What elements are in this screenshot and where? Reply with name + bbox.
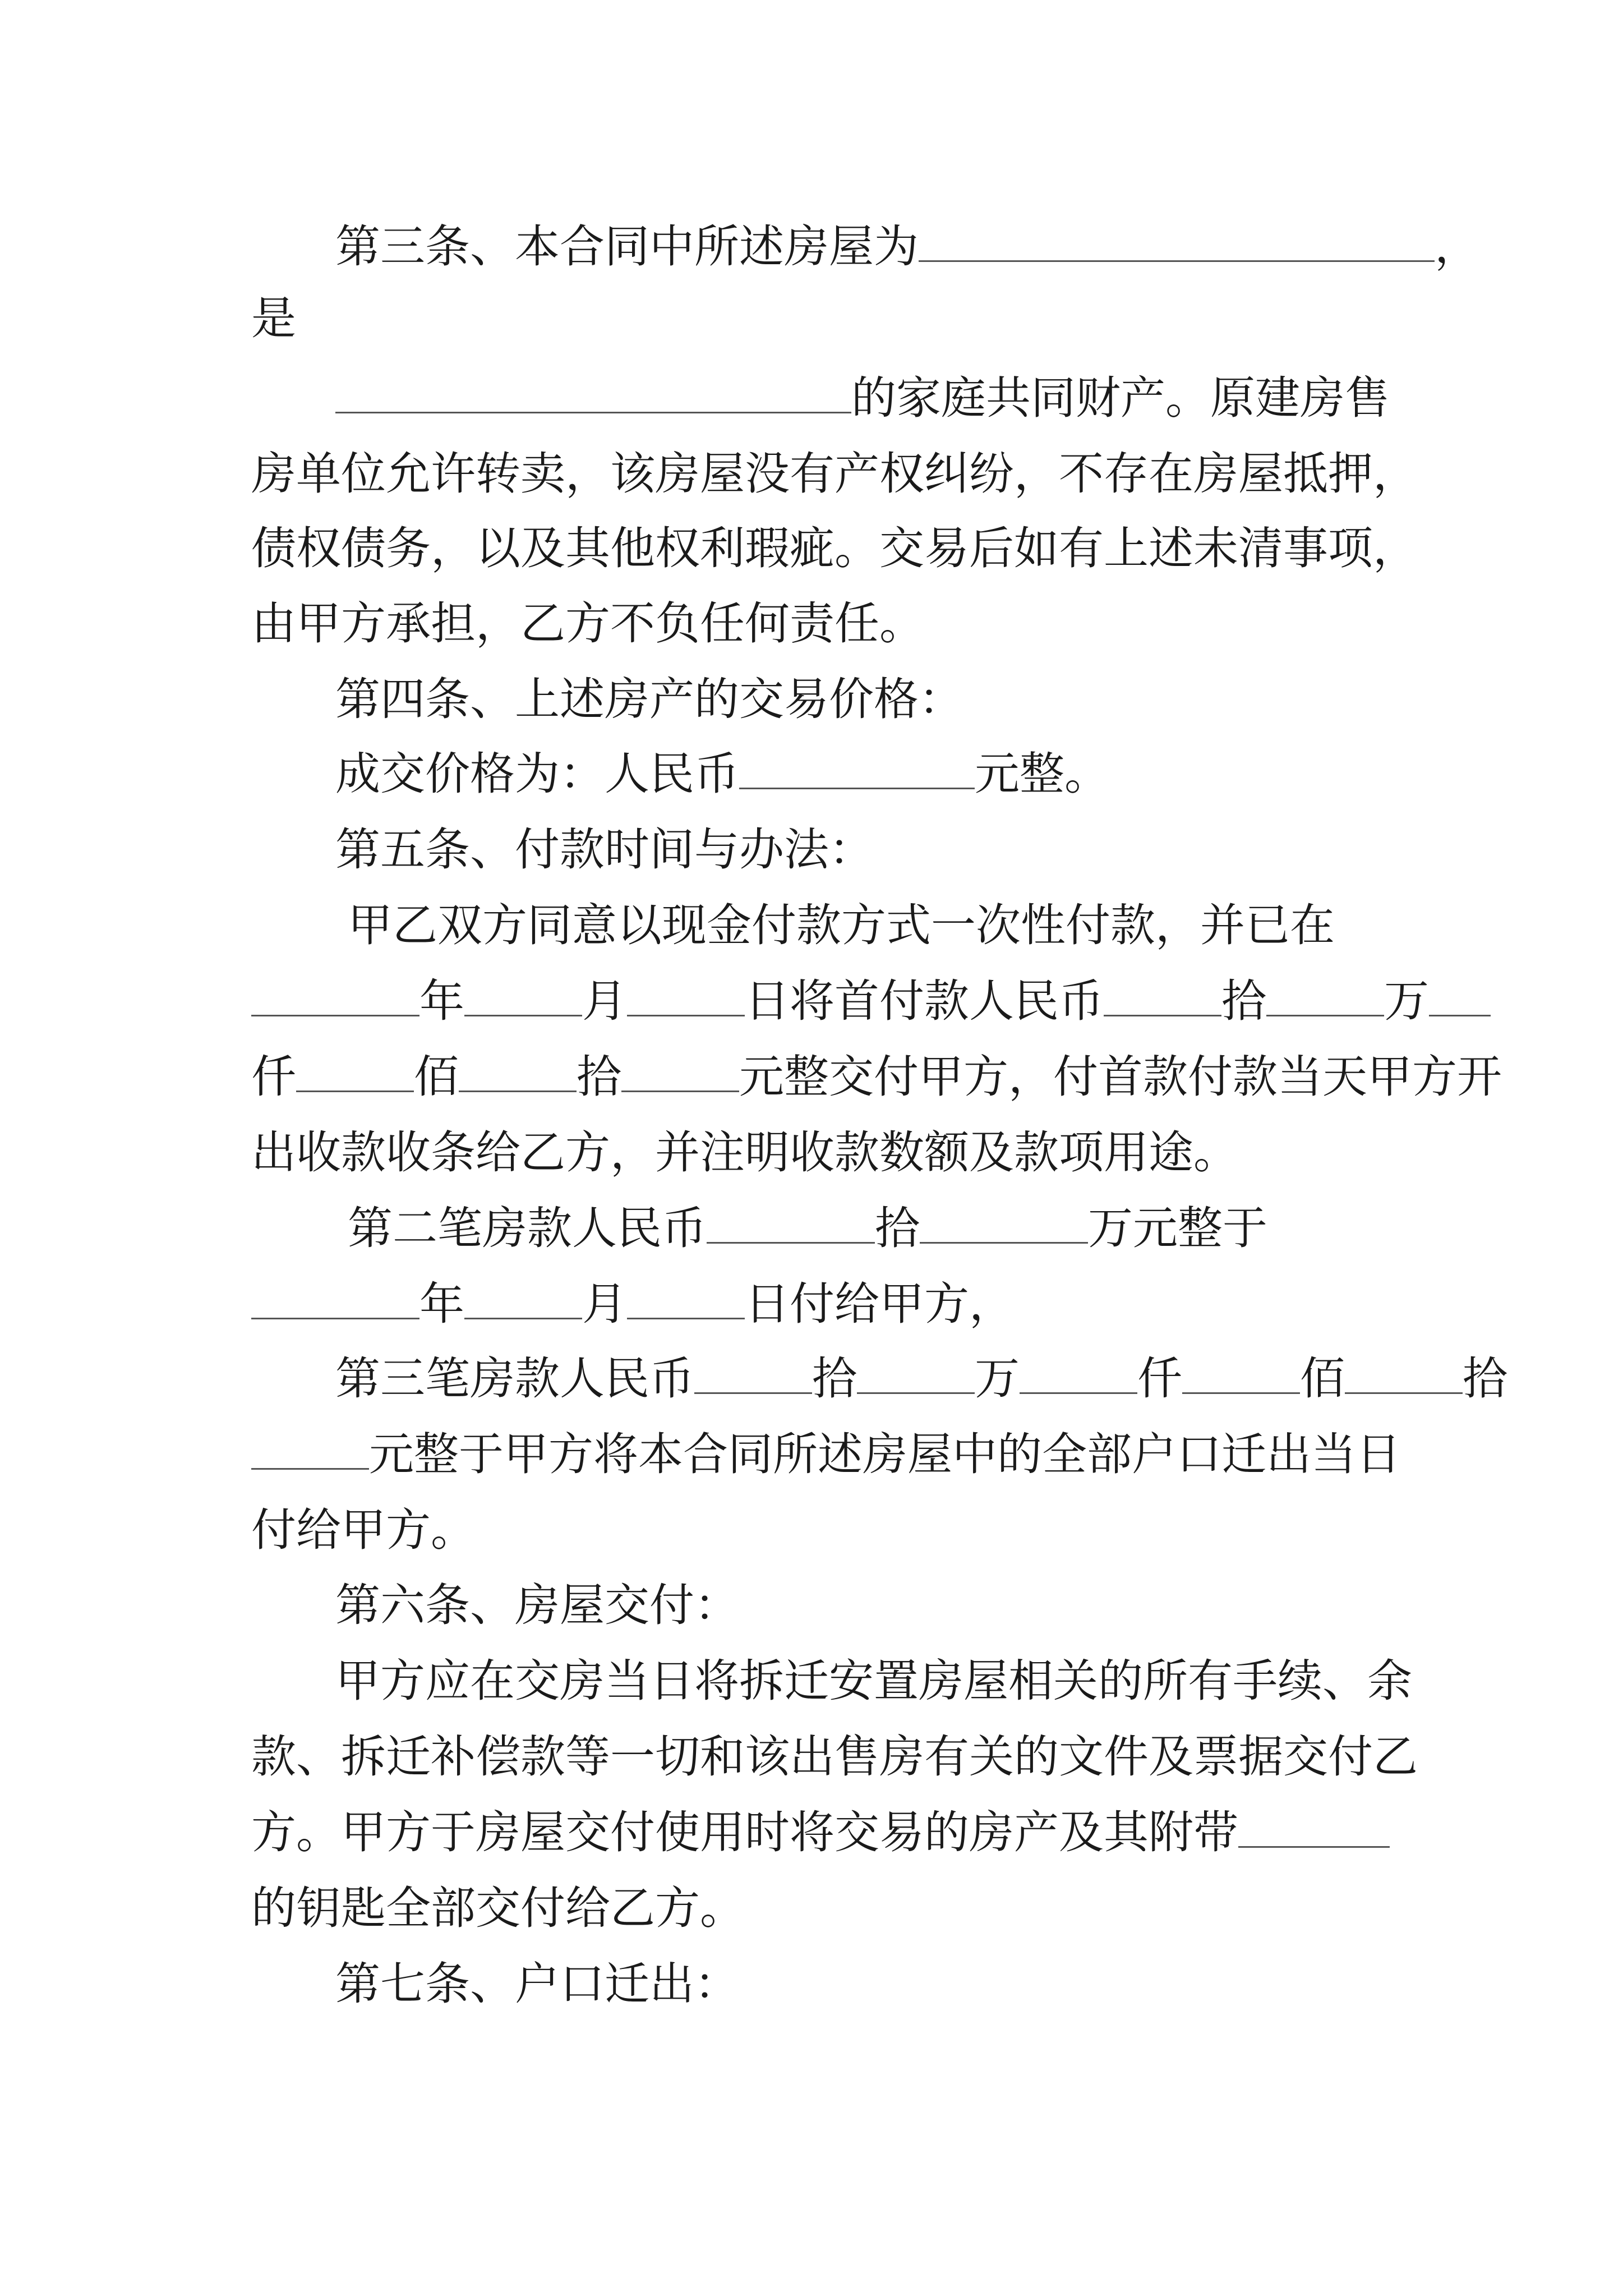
amount-blank[interactable] xyxy=(1345,1352,1463,1394)
article6-line4: 的钥匙全部交付给乙方。 xyxy=(251,1882,745,1934)
article4-price-line xyxy=(335,746,1457,802)
amount-blank[interactable] xyxy=(1266,974,1384,1016)
amount-blank[interactable] xyxy=(1182,1352,1300,1394)
month-blank[interactable] xyxy=(464,1277,582,1319)
unit-text: 万 xyxy=(975,1352,1020,1405)
amount-blank[interactable] xyxy=(296,1050,414,1092)
amount-blank[interactable] xyxy=(1429,974,1491,1016)
amount-blank[interactable] xyxy=(857,1352,975,1394)
unit-text: 万 xyxy=(1384,975,1429,1027)
unit-text: 佰 xyxy=(1300,1352,1345,1405)
article3-line3 xyxy=(251,370,1390,426)
amount-blank[interactable] xyxy=(694,1352,812,1394)
article3-line5: 债权债务，以及其他权利瑕疵。交易后如有上述未清事项， xyxy=(251,522,1418,574)
price-blank[interactable] xyxy=(739,747,975,789)
article6-heading: 第六条、房屋交付： xyxy=(335,1579,739,1631)
article3-line2 xyxy=(251,291,1373,347)
article3-heading: 第三条、本合同中所述房屋为 xyxy=(335,220,919,273)
unit-text: 佰 xyxy=(414,1051,459,1103)
unit-text: 万元整于 xyxy=(1088,1202,1267,1254)
price-label: 成交价格为：人民币 xyxy=(335,748,739,800)
attachment-blank[interactable] xyxy=(1238,1806,1390,1848)
article5-p2-line2 xyxy=(251,1276,1373,1332)
amount-blank[interactable] xyxy=(1020,1352,1137,1394)
year-blank[interactable] xyxy=(251,974,419,1016)
amount-blank[interactable] xyxy=(621,1050,739,1092)
article5-p3-line3: 付给甲方。 xyxy=(251,1504,476,1556)
unit-text: 拾 xyxy=(1221,975,1266,1027)
year-blank[interactable] xyxy=(251,1277,419,1319)
article6-line1: 甲方应在交房当日将拆迁安置房屋相关的所有手续、余 xyxy=(335,1655,1412,1707)
month-blank[interactable] xyxy=(464,974,582,1016)
unit-text: 拾 xyxy=(1463,1352,1507,1405)
comma: ， xyxy=(1435,220,1479,273)
article6-line2: 款、拆迁补偿款等一切和该出售房有关的文件及票据交付乙 xyxy=(251,1731,1418,1783)
owner-family-blank[interactable] xyxy=(335,371,851,413)
article5-p2-line1 xyxy=(348,1200,1469,1257)
day-blank[interactable] xyxy=(627,1277,745,1319)
unit-text: 年 xyxy=(419,975,464,1027)
article6-line3 xyxy=(251,1805,1373,1861)
article3-line6: 由甲方承担，乙方不负任何责任。 xyxy=(251,597,924,650)
amount-blank[interactable] xyxy=(920,1202,1088,1244)
article3-line1 xyxy=(335,219,1479,275)
article3-text: 的家庭共同财产。原建房售 xyxy=(851,372,1390,424)
unit-text: 年 xyxy=(419,1278,464,1330)
amount-blank[interactable] xyxy=(707,1202,875,1244)
article5-p1-line3 xyxy=(251,1049,1502,1105)
article6-text: 方。甲方于房屋交付使用时将交易的房产及其附带 xyxy=(251,1806,1238,1858)
article5-p1-line2 xyxy=(251,973,1429,1029)
day-blank[interactable] xyxy=(627,974,745,1016)
unit-text: 元整交付甲方，付首款付款当天甲方开 xyxy=(739,1051,1502,1103)
article5-text: 元整于甲方将本合同所述房屋中的全部户口迁出当日 xyxy=(369,1428,1401,1480)
article5-text: 第三笔房款人民币 xyxy=(335,1352,694,1405)
house-description-blank[interactable] xyxy=(919,220,1435,262)
price-unit: 元整。 xyxy=(975,748,1109,800)
unit-text: 月 xyxy=(582,1278,627,1330)
article4-heading: 第四条、上述房产的交易价格： xyxy=(335,673,963,725)
article3-text: 是 xyxy=(251,292,296,344)
unit-text: 拾 xyxy=(875,1202,920,1254)
unit-text: 拾 xyxy=(812,1352,857,1405)
article5-p3-line1 xyxy=(335,1351,1507,1407)
amount-blank[interactable] xyxy=(1104,974,1221,1016)
unit-text: 日将首付款人民币 xyxy=(745,975,1104,1027)
article5-text: 第二笔房款人民币 xyxy=(348,1202,707,1254)
unit-text: 拾 xyxy=(577,1051,621,1103)
unit-text: 仟 xyxy=(251,1051,296,1103)
amount-blank[interactable] xyxy=(459,1050,577,1092)
article5-heading: 第五条、付款时间与办法： xyxy=(335,823,874,876)
unit-text: 月 xyxy=(582,975,627,1027)
article5-p1-line1 xyxy=(348,898,1373,954)
article3-line4: 房单位允许转卖，该房屋没有产权纠纷，不存在房屋抵押， xyxy=(251,448,1418,500)
article7-heading: 第七条、户口迁出： xyxy=(335,1958,739,2010)
amount-blank[interactable] xyxy=(251,1428,369,1470)
article5-p3-line2 xyxy=(251,1427,1401,1483)
article5-p1-line4: 出收款收条给乙方，并注明收款数额及款项用途。 xyxy=(251,1126,1238,1179)
unit-text: 仟 xyxy=(1137,1352,1182,1405)
unit-text: 日付给甲方， xyxy=(745,1278,1014,1330)
article5-text: 甲乙双方同意以现金付款方式一次性付款，并已在 xyxy=(348,899,1335,951)
